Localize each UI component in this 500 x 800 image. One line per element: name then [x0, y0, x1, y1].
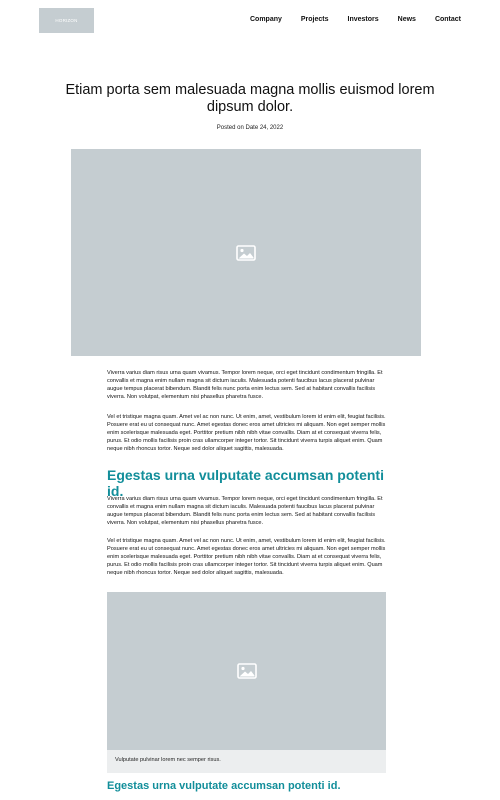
logo-text: HORIZON	[55, 18, 78, 23]
article-paragraph: Viverra varius diam risus urna quam vivamus. Tempor lorem neque, orci eget tincidunt condimentum fringilla. Et convallis et magna enim nullam magna sit dictum iaculis. Malesuada potenti faucibus lacus placerat pulvinar augue tempus placerat bibendum. Blandit felis nunc porta enim lectus sem. Sed at habitant convallis facilisis viverra. Non volutpat, elementum nisi phasellus pharetra fusce.	[107, 370, 383, 401]
post-date: Posted on Date 24, 2022	[216, 125, 284, 131]
image-icon	[237, 663, 257, 679]
figure-image	[107, 592, 386, 750]
nav-link-contact[interactable]: Contact	[434, 16, 461, 23]
section-heading: Egestas urna vulputate accumsan potenti id.	[107, 467, 384, 499]
article-title: Etiam porta sem malesuada magna mollis euismod lorem dipsum dolor.	[65, 82, 435, 115]
nav-link-company[interactable]: Company	[249, 16, 282, 23]
figure-caption: Vulputate pulvinar lorem nec semper risus.	[107, 750, 386, 773]
section-heading: Egestas urna vulputate accumsan potenti id.	[107, 780, 341, 792]
article-paragraph: Vel et tristique magna quam. Amet vel ac non nunc. Ut enim, amet, vestibulum lorem id enim elit, feugiat facilisis. Posuere erat eu ut consequat nunc. Amet egestas donec eros amet ultricies mi aliquam. Non eget semper mollis enim scelerisque malesuada eget. Porttitor pretium nibh nibh vitae convallis. Diam at et consequat viverra felis, purus. Et odio mollis facilisis proin cras ullamcorper integer tortor. Sit tincidunt viverra turpis aliquet enim. Quam neque nibh rhoncus tortor. Neque sed dolor aliquet sagittis, malesuada.	[107, 414, 386, 453]
article-paragraph: Viverra varius diam risus urna quam vivamus. Tempor lorem neque, orci eget tincidunt condimentum fringilla. Et convallis et magna enim nullam magna sit dictum iaculis. Malesuada potenti faucibus lacus placerat pulvinar augue tempus placerat bibendum. Blandit felis nunc porta enim lectus sem. Sed at habitant convallis facilisis viverra. Non volutpat, elementum nisi phasellus pharetra fusce.	[107, 496, 383, 527]
main-nav	[231, 16, 461, 23]
image-icon	[236, 245, 256, 261]
article-paragraph: Vel et tristique magna quam. Amet vel ac non nunc. Ut enim, amet, vestibulum lorem id enim elit, feugiat facilisis. Posuere erat eu ut consequat nunc. Amet egestas donec eros amet ultricies mi aliquam. Non eget semper mollis enim scelerisque malesuada eget. Porttitor pretium nibh nibh vitae convallis. Diam at et consequat viverra felis, purus. Et odio mollis facilisis proin cras ullamcorper integer tortor. Sit tincidunt viverra turpis aliquet enim. Quam neque nibh rhoncus tortor. Neque sed dolor aliquet sagittis, malesuada.	[107, 538, 386, 577]
article-figure	[107, 592, 386, 773]
logo[interactable]	[39, 8, 94, 33]
nav-link-investors[interactable]: Investors	[347, 16, 379, 23]
nav-link-projects[interactable]: Projects	[300, 16, 329, 23]
site-header	[0, 0, 500, 45]
hero-image	[71, 149, 421, 356]
nav-link-news[interactable]: News	[397, 16, 416, 23]
